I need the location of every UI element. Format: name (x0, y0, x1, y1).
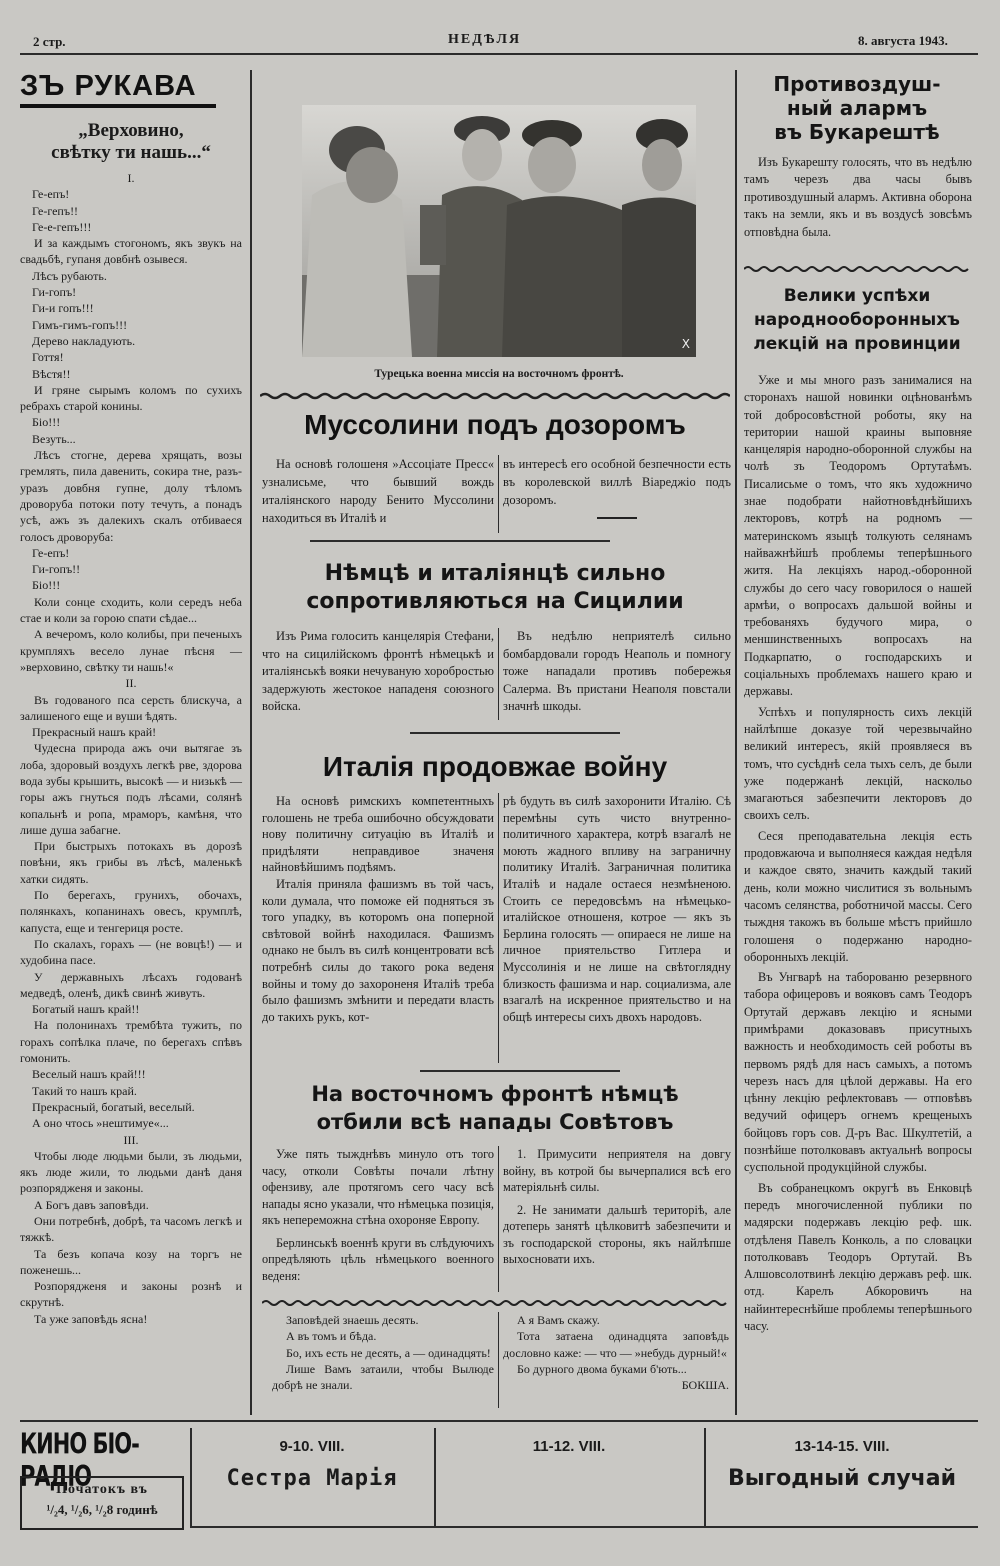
paragraph: На полонинахъ трембѣта тужить, по горахъ сопѣлка плаче, по берегахъ спѣвъ гомонить. (20, 1018, 242, 1066)
poem-title-1: „Верховино, (78, 120, 184, 141)
start-time-box (20, 1476, 184, 1530)
shout-line: Ге-гепъ!! (32, 203, 79, 218)
right-article-2 (744, 372, 972, 1335)
film-title-1: Сестра Марія (226, 1466, 398, 1491)
shout-line: Прекрасный, богатый, веселый. (32, 1099, 195, 1114)
shout-line: Біо!!! (32, 415, 61, 430)
article-4-right (503, 1146, 731, 1268)
shout-line: Ге-епъ! (32, 187, 70, 202)
paragraph: Коли сонце сходить, коли середъ неба стае и коли за горою спати сѣдае... (20, 594, 242, 626)
shout-line: Везуть... (32, 431, 76, 446)
poem-line: Тота затаена одинадцята заповѣдь дословно каже: — что — »небудь дурный!« (503, 1329, 729, 1360)
photo-mark: X (681, 337, 690, 351)
headline-bucharest-1: Противоздуш- (773, 72, 941, 96)
shout-line: А оно чтось »нештимуе«... (32, 1116, 169, 1131)
screening-dates-3: 13-14-15. VIII. (794, 1438, 890, 1455)
article-2-left (262, 628, 494, 716)
soldiers-photo-image (302, 105, 696, 357)
film-title-3: Выгодный случай (727, 1466, 957, 1491)
ornament-rule (744, 265, 970, 273)
shout-line: Ги-гопъ!! (32, 562, 81, 577)
article-3-left (262, 793, 494, 1025)
poem-line: Заповѣдей знаешь десять. (286, 1313, 419, 1327)
paragraph: По берегахъ, грунихъ, обочахъ, полянкахъ, копанинахъ овесъ, крумплѣ, капуста, еще и тенгериця росте. (20, 888, 242, 935)
paragraph: На основѣ голошеня »Ассоціате Пресс« узналисьме, что бывший вождь италіянского народу Бенито Муссолини находиться въ Италіѣ и (262, 457, 494, 525)
headline-sicily-2: сопротивляються на Сицилии (306, 589, 684, 614)
paragraph: Они потребнѣ, добрѣ, та часомъ легкѣ и тяжкѣ. (20, 1214, 242, 1245)
ad-divider (704, 1428, 706, 1526)
left-column (20, 120, 242, 1327)
start-label: Початокъ въ (56, 1482, 148, 1497)
article-2-divider (498, 628, 499, 720)
page-number: 2 стр. (33, 34, 66, 49)
paragraph: Успѣхъ и популярность сихъ лекцій найлѣпше доказуе той черезвычайно великий интересъ, якій проявляеся въ томъ, что суcѣднѣ села тыхъ селъ, де были уже подержанѣ лекцій, наскольо змагаються забезпечити лекторовъ до своихъ селъ. (744, 704, 972, 823)
headline-bucharest-3: въ Букарештѣ (774, 120, 940, 144)
headline-eastern-front-1: На восточномъ фронтѣ нѣмцѣ (311, 1082, 679, 1106)
ornament-rule (260, 392, 730, 400)
section-number: I. (127, 171, 135, 185)
author-signature: БОКША. (681, 1378, 729, 1393)
paragraph: Сеся преподавательна лекція есть продовжаюча и выполняеся каждая недѣля и каждое свято, значить каждый такий день, коли можно числитися зъ вольнымъ часомъ селянства, роботничой массы. Сего тыждня такожъ въ больше мѣстъ прийшло голошеня о подержаню народно-оборонныхъ лекцій. (744, 828, 972, 964)
headline-eastern-front-2: отбили всѣ напады Совѣтовъ (316, 1110, 674, 1134)
news-photo (302, 105, 696, 357)
paragraph: И за каждымъ стогономъ, якъ звукъ на свадьбѣ, гупаня довбнѣ озывеся. (20, 236, 242, 267)
shout-line: Лѣсъ рубають. (32, 268, 107, 283)
paragraph: Уже пять тыжднѣвъ минуло отъ того часу, отколи Совѣты почали лѣтну офензиву, але протягомъ сего часу всѣ напады ясно указали, что нѣмецька позиція, якъ непереможна стѣна охороняе Европу. (262, 1147, 494, 1227)
paragraph: рѣ будуть въ силѣ захоронити Италію. Сѣ перемѣны суть чисто внутренно-политичного характера, котрѣ взагалѣ не моють жадного впливу на заграничну политику Италіѣ. Заграничная политика Италіѣ и надале остаеся незмѣненою. Стоить се передовсѣмъ на нѣмецько-италійское отношеня, котрое — якъ зъ Берлина голосять — опираеся не лише на личное приятельство Гитлера и Муссолинія и не лише на свѣтоглядну близкость фашизма и нар. социализма, але взагалѣ на искренное приятельство и на общѣ интересы сихъ двохъ народовъ. (503, 794, 731, 1024)
shout-line: Дерево накладують. (32, 333, 136, 348)
article-3-right (503, 793, 731, 1025)
issue-date: 8. августа 1943. (858, 33, 948, 48)
newspaper-title: НЕДѢЛЯ (448, 32, 522, 47)
article-4-left (262, 1146, 494, 1284)
paragraph: Берлинськѣ военнѣ круги въ слѣдуючихъ опредѣляють цѣль нѣмецького военного веденя: (262, 1235, 494, 1283)
poem-title-2: свѣтку ти нашь...“ (51, 142, 211, 163)
paragraph: Розпорядженя и законы рознѣ и скрутнѣ. (20, 1279, 242, 1310)
shout-line: Ги-и гопъ!!! (32, 301, 94, 316)
article-3-divider (498, 793, 499, 1063)
shout-line: Гимъ-гимъ-гопъ!!! (32, 317, 128, 332)
shout-line: Вѣстя!! (32, 366, 71, 381)
headline-bucharest-2: ный алармъ (786, 96, 928, 120)
header-rule (20, 53, 978, 55)
shout-line: Ги-гопъ! (32, 285, 77, 300)
paragraph: По скалахъ, горахъ — (не вовцѣ!) — и худобина пасе. (20, 936, 242, 968)
shout-line: Богатый нашъ край!! (32, 1002, 140, 1017)
screening-dates-2: 11-12. VIII. (532, 1438, 606, 1455)
paragraph: Уже и мы много разъ занималися на сторонахъ нашой новинки оцѣнованѣмъ той добросовѣстной роботы, яку на територии нашой краины выповняе канцелярія народно-оборонной службы на чолѣ зъ Теодоромъ Ортутаѣмъ. Писалисьме о томъ, что якъ художничо знае подобрати найотновѣднѣйшихъ лекторовъ, котрѣ на родномъ — материнскомъ языцѣ толкують селянамъ найважнѣйшѣ проблемы теперѣшнього житя. На лекціяхъ народ.-оборонной службы до сего часу говорилося о нашей армѣи, о вопросахъ дальшой войны и требованяхъ будучого мира, о меншинственныхъ вопросахъ на Подкарпатю, о господарскихъ и соціальныхъ проблемахъ нашего краю и державы. (744, 373, 972, 699)
paragraph: 2. Не занимати дальшѣ територіѣ, але дотеперь занятѣ цѣлковитѣ забезпечити и зъ господарской стороны, якъ найлѣпше выхосновати ихъ. (503, 1202, 731, 1266)
article-rule (420, 1070, 620, 1072)
paragraph: Въ годованого пса серсть блискуча, а залишеного еще и вуши ѣдять. (20, 692, 242, 723)
article-4-divider (498, 1146, 499, 1292)
shout-line: Веселый нашъ край!!! (32, 1067, 146, 1082)
article-1-divider (498, 455, 499, 533)
ad-top-rule (20, 1420, 978, 1422)
paragraph: Въ Унгварѣ на таборованю резервного табора офицеровъ и вояковъ самъ Теодоръ Ортутай державъ лекцію и ясными примѣрами доказовавъ присутныхъ важность и необходимость сей роботы въ первомъ рядѣ для насъ самыхъ, а потомъ черезъ насъ для цѣлой державы. На его цѣнну лекцію рефлектовавъ — отповѣвъ ведучий офицеръ огнемъ крещеныхъ бойцовъ горъ сов. Д-ръ Вас. Шкултетій, а познѣйше потолковавъ актуальнѣ вопросы суспольной продукційной службы. (744, 970, 972, 1175)
headline-sicily-1: Нѣмцѣ и италіянцѣ сильно (324, 561, 666, 586)
article-rule (310, 540, 610, 542)
poem-left (272, 1312, 494, 1393)
ad-divider (434, 1428, 436, 1526)
paragraph: Чудесна природа ажъ очи вытягае зъ лоба, здоровый воздухъ легкѣ рве, здорова вода зубы крышить, высокѣ — и низькѣ — горы ажъ гнуться подъ лѣсами, солянѣ копальнѣ и ропа, мраморъ, камѣня, что лише душа забагне. (20, 741, 242, 837)
paragraph: въ интересѣ его особной безпечности есть въ королевской виллѣ Віареджіо подъ дозоромъ. (503, 457, 731, 507)
article-2-right (503, 628, 731, 716)
shout-line: Прекрасный нашъ край! (32, 725, 157, 740)
section-number: III. (123, 1132, 139, 1147)
poem-line: Бо дурного двома буками б'ють... (517, 1361, 687, 1376)
paragraph: Въ недѣлю неприятелѣ сильно бомбардовали городъ Неаполь и помногу тоже нападали противъ побережья Салерма. Въ пристани Неаполя повстали значнѣ шкоды. (503, 629, 731, 713)
paragraph: У державныхъ лѣсахъ годованѣ медведѣ, оленѣ, дикѣ свинѣ живуть. (20, 969, 242, 1000)
right-article-1 (744, 154, 972, 241)
paragraph: Изъ Букарешту голосять, что въ недѣлю тамъ черезъ два часы бывъ противоздушный алармъ. Активна оборона такъ на земли, якъ и въ воздусѣ зовсѣмъ отповѣдна была. (744, 155, 972, 239)
shout-line: Ге-е-гепъ!!! (32, 219, 92, 234)
paragraph: Лѣсъ стогне, дерева хрящать, возы гремлять, пила давенить, сокира тне, разъ-уразъ довбня гупне, долу тѣломъ дроворуба потоки поту течуть, а понадъ усѣ, ажъ зъ далекихъ скалъ отбиваеся голосъ дроворуба: (20, 448, 242, 544)
headline-italy: Италія продовжае войну (322, 751, 668, 782)
shout-line: Біо!!! (32, 578, 61, 593)
poem-line: А я Вамъ скажу. (517, 1313, 600, 1327)
headline-mussolini: Муссолини подъ дозоромъ (304, 409, 686, 440)
column-rule-right (735, 70, 737, 1415)
poem-right (503, 1312, 729, 1393)
shout-line: Гоття! (32, 350, 64, 365)
start-times: ¹/₂4, ¹/₂6, ¹/₂8 годинѣ (46, 1502, 158, 1517)
end-mark (597, 517, 637, 519)
poem-divider (498, 1312, 499, 1408)
shout-line: Ге-епъ! (32, 545, 70, 560)
poem-line: А въ томъ и бѣда. (286, 1329, 377, 1344)
headline-lectures-2: народнооборонныхъ (754, 310, 960, 330)
shout-line: Такий то нашъ край. (32, 1083, 137, 1098)
headline-lectures-3: лекцій на провинции (753, 334, 961, 354)
article-rule (410, 732, 620, 734)
paragraph: Въ собранецкомъ округѣ въ Енковцѣ передъ многочисленной публики по мадярски подержавъ лекцію реф. шк. отдѣленя Павелъ Конколь, а по словацки потолковавъ Теодоръ Ортутай. Въ Алшовсолотвинѣ лекцію державъ реф. шк. отд. Карелъ Абкоровичъ на найинтереснѣйше проблемы теперѣшнього часу. (744, 1180, 972, 1334)
paragraph: Та безъ копача козу на торгъ не поженешь... (20, 1246, 242, 1277)
headline-lectures-1: Велики успѣхи (783, 286, 931, 306)
paragraph: Та уже заповѣдь ясна! (34, 1311, 148, 1326)
paragraph: А вечеромъ, коло колибы, при печеныхъ крумпляхъ весело лунае пѣсня — »верховино, свѣтку ти нашь!« (20, 627, 242, 674)
article-1-left (262, 455, 494, 527)
ad-divider (190, 1428, 192, 1526)
paragraph: И гряне сырымъ коломъ по сухихъ ребрахъ старой конины. (20, 382, 242, 414)
section-number: II. (125, 676, 137, 691)
rubric-title: ЗЪ РУКАВА (20, 68, 216, 108)
paragraph: На основѣ римскихъ компетентныхъ голошень не треба ошибочно обсуждовати нову политичну ситуацію въ Италіѣ и придѣляти неправдивое значеня найновѣйшимъ подѣямъ. (262, 794, 494, 875)
poem-line: Лише Вамъ затаили, чтобы Вылюде добрѣ не знали. (272, 1361, 494, 1393)
screening-dates-1: 9-10. VIII. (279, 1438, 345, 1455)
paragraph: А Богъ давъ заповѣди. (34, 1197, 149, 1212)
paragraph: Италія приняла фашизмъ въ той часъ, коли думала, что поможе ей подняться зъ того упадку, въ которомъ она поперной свѣтовой войнѣ находилася. Фашизмъ однако не былъ въ силѣ концентровати всѣ потребнѣ силы до такого рока веденя войны и тому до захороненя Италіѣ треба было фашизмъ змѣнити и передати власть до такихъ рукъ, кот- (262, 876, 494, 1024)
poem-line: Бо, ихъ есть не десять, а — одинадцять! (286, 1345, 491, 1360)
photo-caption: Турецька военна миссія на восточномъ фронтѣ. (374, 368, 624, 380)
column-rule-left (250, 70, 252, 1415)
paragraph: 1. Примусити неприятеля на довгу войну, въ котрой бы вычерпалися всѣ его матеріяльнѣ силы. (503, 1147, 731, 1194)
article-1-right (503, 455, 731, 519)
ad-bottom-rule (190, 1526, 978, 1528)
ornament-rule (262, 1299, 730, 1307)
paragraph: При быстрыхъ потокахъ въ дорозѣ повѣни, якъ грибы въ лѣсѣ, маленькѣ хатки сидять. (20, 839, 242, 886)
cinema-name: КИНО БІО-РАДІО (20, 1428, 139, 1493)
paragraph: Чтобы люде людьми были, зъ людьми, якъ люде жили, то людьми данѣ даня розпорядженя и законы. (20, 1148, 242, 1196)
paragraph: Изъ Рима голосить канцелярія Стефани, что на сицилійскомъ фронтѣ нѣмецькѣ и италіянськѣ вояки нечуваную хоробростью задержують жестокое нападеня союзного войска. (262, 629, 494, 713)
